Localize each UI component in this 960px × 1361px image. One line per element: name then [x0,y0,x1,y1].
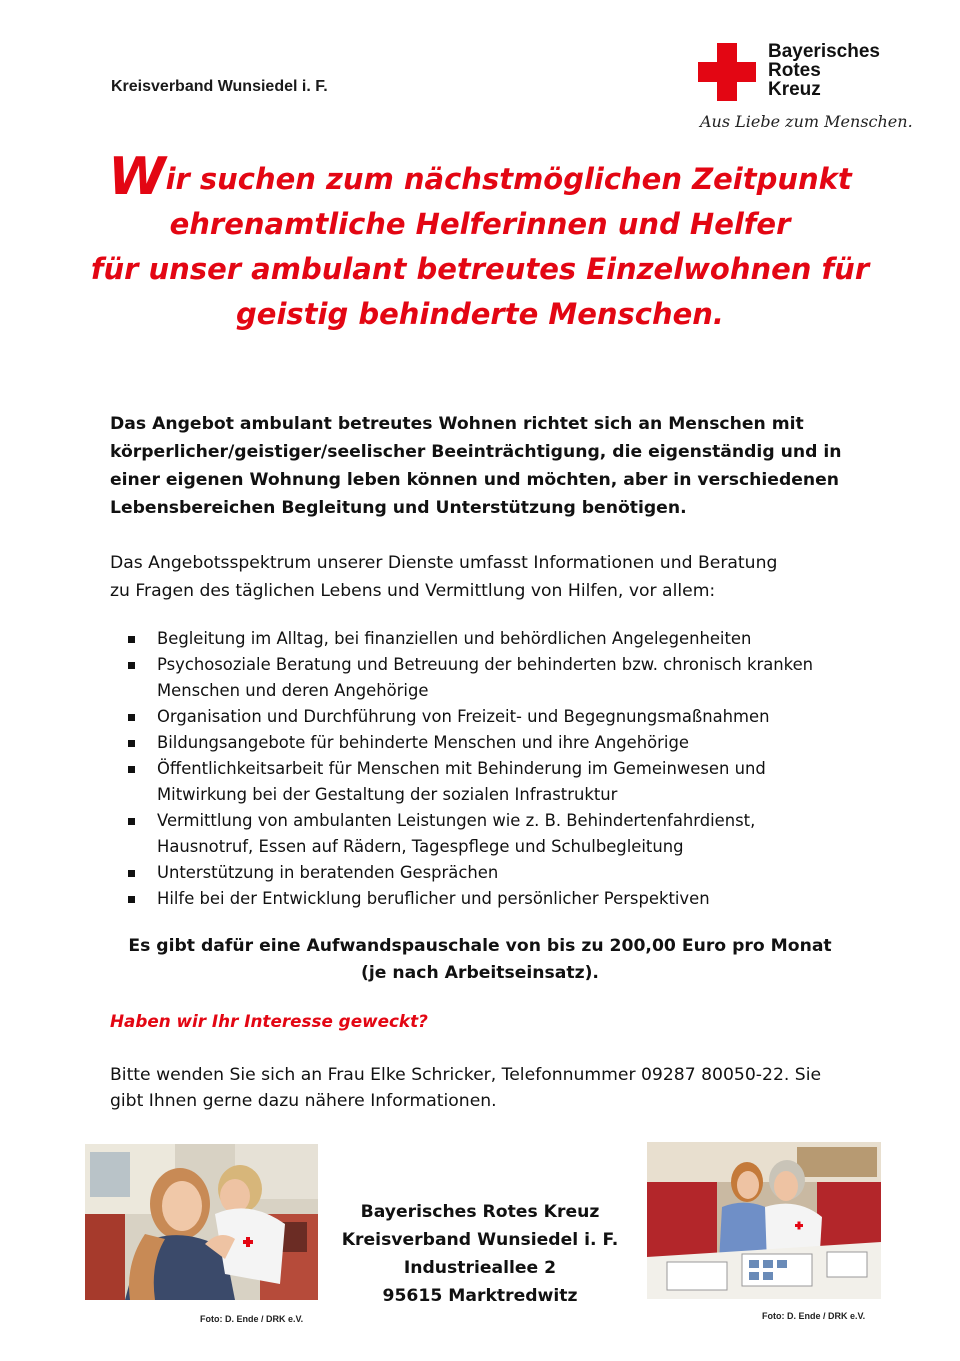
address-line: Kreisverband Wunsiedel i. F. [341,1230,619,1250]
list-item-text: Bildungsangebote für behinderte Menschen und ihre Angehörige [157,733,689,752]
photo-volunteer-kitchen [85,1144,318,1300]
interest-question: Haben wir Ihr Interesse geweckt? [110,1011,428,1031]
intro-line: Lebensbereichen Begleitung und Unterstützung benötigen. [110,498,687,518]
list-item-text: Öffentlichkeitsarbeit für Menschen mit Behinderung im Gemeinwesen und [157,759,766,778]
intro-paragraph [110,410,840,522]
list-item [0,652,960,704]
headline-line: ehrenamtliche Helferinnen und Helfer [169,207,791,241]
logo-name-line: Rotes [768,60,821,81]
logo-name-line: Kreuz [768,79,821,100]
contact-paragraph [110,1062,850,1114]
bullet-icon [128,870,135,877]
bullet-icon [128,740,135,747]
services-list [0,626,960,912]
intro-line: körperlicher/geistiger/seelischer Beeinträchtigung, die eigenständig und in [110,442,842,462]
contact-line: Bitte wenden Sie sich an Frau Elke Schricker, Telefonnummer 09287 80050-22. Sie [110,1065,822,1085]
logo-slogan: Aus Liebe zum Menschen. [700,112,913,131]
list-item-text: Mitwirkung bei der Gestaltung der sozialen Infrastruktur [157,785,618,804]
list-item [0,886,960,912]
red-cross-icon [698,43,756,101]
bullet-icon [128,662,135,669]
photo-volunteer-table [647,1142,881,1299]
list-item-text: Vermittlung von ambulanten Leistungen wie z. B. Behindertenfahrdienst, [157,811,756,830]
headline-line [60,147,900,207]
organization-name: Kreisverband Wunsiedel i. F. [111,78,328,95]
photo-credit: Foto: D. Ende / DRK e.V. [200,1314,304,1324]
list-item-text: Menschen und deren Angehörige [157,681,429,700]
photo-credit: Foto: D. Ende / DRK e.V. [762,1311,866,1321]
list-item-text: Unterstützung in beratenden Gesprächen [157,863,499,882]
headline-line: geistig behinderte Menschen. [236,297,724,331]
list-item [0,756,960,808]
list-item [0,808,960,860]
logo-name [768,42,880,99]
headline-line: für unser ambulant betreutes Einzelwohnen für [90,252,870,286]
address-line: Industrieallee 2 [403,1258,557,1278]
spectrum-line: zu Fragen des täglichen Lebens und Vermittlung von Hilfen, vor allem: [110,581,716,601]
address-line: Bayerisches Rotes Kreuz [360,1202,600,1222]
brk-logo [692,40,912,140]
contact-line: gibt Ihnen gerne dazu nähere Informationen. [110,1091,497,1111]
list-item-text: Begleitung im Alltag, bei finanziellen und behördlichen Angelegenheiten [157,629,752,648]
headline [60,147,900,337]
logo-name-line: Bayerisches [768,41,880,62]
headline-line-rest: ir suchen zum nächstmöglichen Zeitpunkt [165,162,852,196]
intro-line: einer eigenen Wohnung leben können und möchten, aber in verschiedenen [110,470,840,490]
list-item-text: Psychosoziale Beratung und Betreuung der behinderten bzw. chronisch kranken [157,655,814,674]
list-item [0,626,960,652]
spectrum-paragraph [110,549,850,605]
footer-address [330,1198,630,1310]
bullet-icon [128,818,135,825]
allowance-note [80,933,880,987]
spectrum-line: Das Angebotsspektrum unserer Dienste umfasst Informationen und Beratung [110,553,778,573]
intro-line: Das Angebot ambulant betreutes Wohnen richtet sich an Menschen mit [110,414,804,434]
list-item-text: Hilfe bei der Entwicklung beruflicher und persönlicher Perspektiven [157,889,710,908]
address-line: 95615 Marktredwitz [382,1286,578,1306]
list-item [0,704,960,730]
allowance-line: (je nach Arbeitseinsatz). [361,963,599,983]
list-item-text: Hausnotruf, Essen auf Rädern, Tagespflege und Schulbegleitung [157,837,684,856]
list-item [0,860,960,886]
bullet-icon [128,636,135,643]
bullet-icon [128,896,135,903]
list-item [0,730,960,756]
list-item-text: Organisation und Durchführung von Freizeit- und Begegnungsmaßnahmen [157,707,770,726]
allowance-line: Es gibt dafür eine Aufwandspauschale von bis zu 200,00 Euro pro Monat [128,936,832,956]
bullet-icon [128,766,135,773]
headline-initial: W [108,147,166,207]
bullet-icon [128,714,135,721]
